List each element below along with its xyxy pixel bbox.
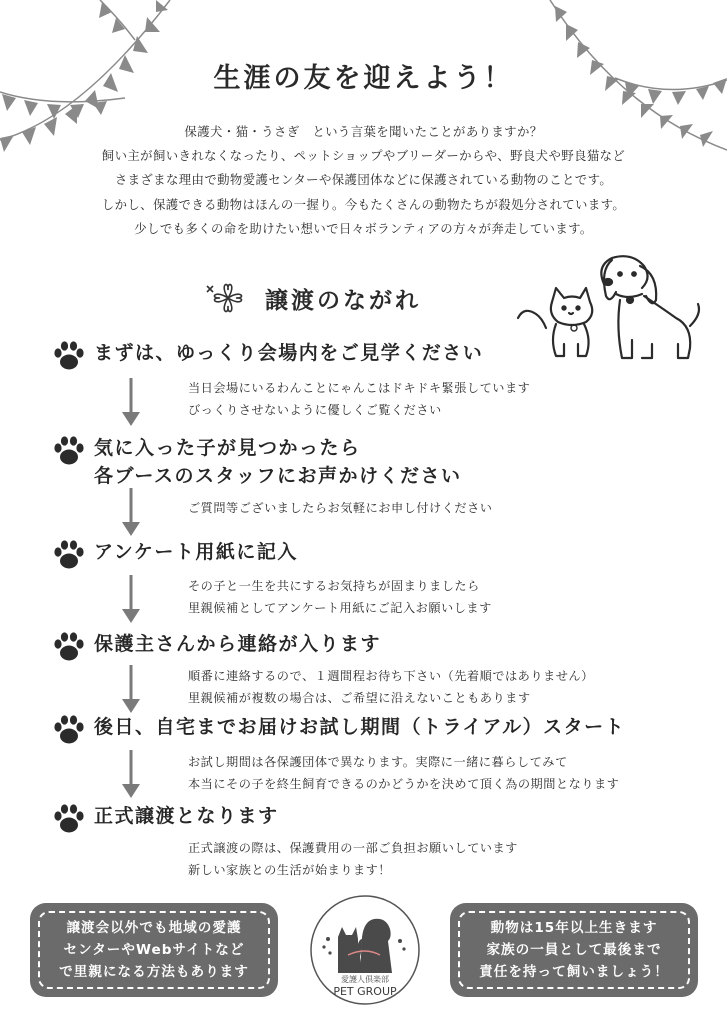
- intro-line: しかし、保護できる動物はほんの一握り。今もたくさんの動物たちが殺処分されています。: [101, 196, 626, 212]
- step-desc-line: 順番に連絡するので、１週間程お待ち下さい（先着順ではありません）: [188, 669, 594, 683]
- paw-icon: [52, 434, 86, 468]
- down-arrow-icon: [120, 378, 142, 428]
- step-3-description: [188, 575, 492, 619]
- step-title-text: 各ブースのスタッフにお声かけください: [94, 465, 462, 487]
- step-title-text: アンケート用紙に記入: [94, 541, 298, 563]
- step-desc-line: 正式譲渡の際は、保護費用の一部ご負担お願いしています: [188, 841, 518, 855]
- page-title: 生涯の友を迎えよう！: [213, 63, 514, 94]
- step-title-text: 後日、自宅までお届けお試し期間（トライアル）スタート: [94, 716, 626, 738]
- info-box-line: で里親になる方法もあります: [59, 964, 249, 980]
- info-box-line: 動物は15年以上生きます: [490, 920, 658, 936]
- step-2-title: [52, 434, 461, 490]
- down-arrow-icon: [120, 488, 142, 538]
- info-box-inner: [38, 911, 270, 989]
- info-box-line: 責任を持って飼いましょう！: [479, 964, 669, 980]
- down-arrow-icon: [120, 750, 142, 800]
- logo-name-text: PET GROUP: [333, 985, 397, 998]
- info-box-line: センターやWebサイトなど: [63, 942, 245, 958]
- step-title-text: 正式譲渡となります: [94, 805, 279, 827]
- down-arrow-icon: [120, 575, 142, 625]
- intro-line: 少しでも多くの命を助けたい想いで日々ボランティアの方々が奔走しています。: [134, 220, 593, 236]
- step-desc-line: その子と一生を共にするお気持ちが固まりましたら: [188, 579, 480, 593]
- info-box-line: 譲渡会以外でも地域の愛護: [66, 920, 242, 936]
- step-desc-line: びっくりさせないように優しくご覧ください: [188, 403, 442, 417]
- intro-paragraph: [0, 120, 727, 241]
- info-box-responsibility: [450, 903, 698, 997]
- step-2-description: [188, 497, 493, 519]
- intro-line: 飼い主が飼いきれなくなったり、ペットショップやブリーダーからや、野良犬や野良猫など: [101, 148, 626, 164]
- step-1-title: [52, 339, 483, 373]
- step-1-description: [188, 377, 530, 421]
- step-desc-line: 里親候補としてアンケート用紙にご記入お願いします: [188, 601, 492, 615]
- step-desc-line: 新しい家族との生活が始まります！: [188, 863, 391, 877]
- pet-group-logo-mark: [308, 893, 422, 1007]
- intro-line: 保護犬・猫・うさぎ という言葉を聞いたことがありますか？: [184, 124, 543, 139]
- flow-heading-label: 譲渡のながれ: [265, 287, 421, 314]
- flow-heading: [205, 278, 421, 318]
- paw-icon: [52, 713, 86, 747]
- pet-group-logo: [308, 893, 422, 1007]
- down-arrow-icon: [120, 665, 142, 715]
- step-title-text: まずは、ゆっくり会場内をご見学ください: [94, 342, 484, 364]
- paw-icon: [52, 538, 86, 572]
- step-desc-line: お試し期間は各保護団体で異なります。実際に一緒に暮らしてみて: [188, 755, 568, 769]
- paw-icon: [52, 630, 86, 664]
- step-6-description: [188, 837, 518, 881]
- step-6-title: [52, 802, 279, 836]
- cat-and-dog-illustration: [512, 248, 707, 370]
- info-box-line: 家族の一員として最後まで: [486, 942, 662, 958]
- step-desc-line: 里親候補が複数の場合は、ご希望に沿えないこともあります: [188, 691, 531, 705]
- step-title-text: 保護主さんから連絡が入ります: [94, 633, 382, 655]
- step-5-title: [52, 713, 625, 747]
- step-title-text: 気に入った子が見つかったら: [94, 437, 361, 459]
- step-3-title: [52, 538, 298, 572]
- paw-icon: [52, 339, 86, 373]
- paw-icon: [52, 802, 86, 836]
- step-desc-line: 当日会場にいるわんことにゃんこはドキドキ緊張しています: [188, 381, 531, 395]
- intro-line: さまざまな理由で動物愛護センターや保護団体などに保護されている動物のことです。: [114, 172, 613, 188]
- info-box-inner: [458, 911, 690, 989]
- clover-icon: [205, 278, 251, 318]
- step-5-description: [188, 751, 619, 795]
- step-desc-line: ご質問等ございましたらお気軽にお申し付けください: [188, 501, 493, 515]
- logo-org-text: 愛護人倶楽部: [341, 975, 389, 984]
- step-4-description: [188, 665, 594, 709]
- step-desc-line: 本当にその子を終生飼育できるのかどうかを決めて頂く為の期間となります: [188, 777, 620, 791]
- info-box-other-methods: [30, 903, 278, 997]
- step-4-title: [52, 630, 381, 664]
